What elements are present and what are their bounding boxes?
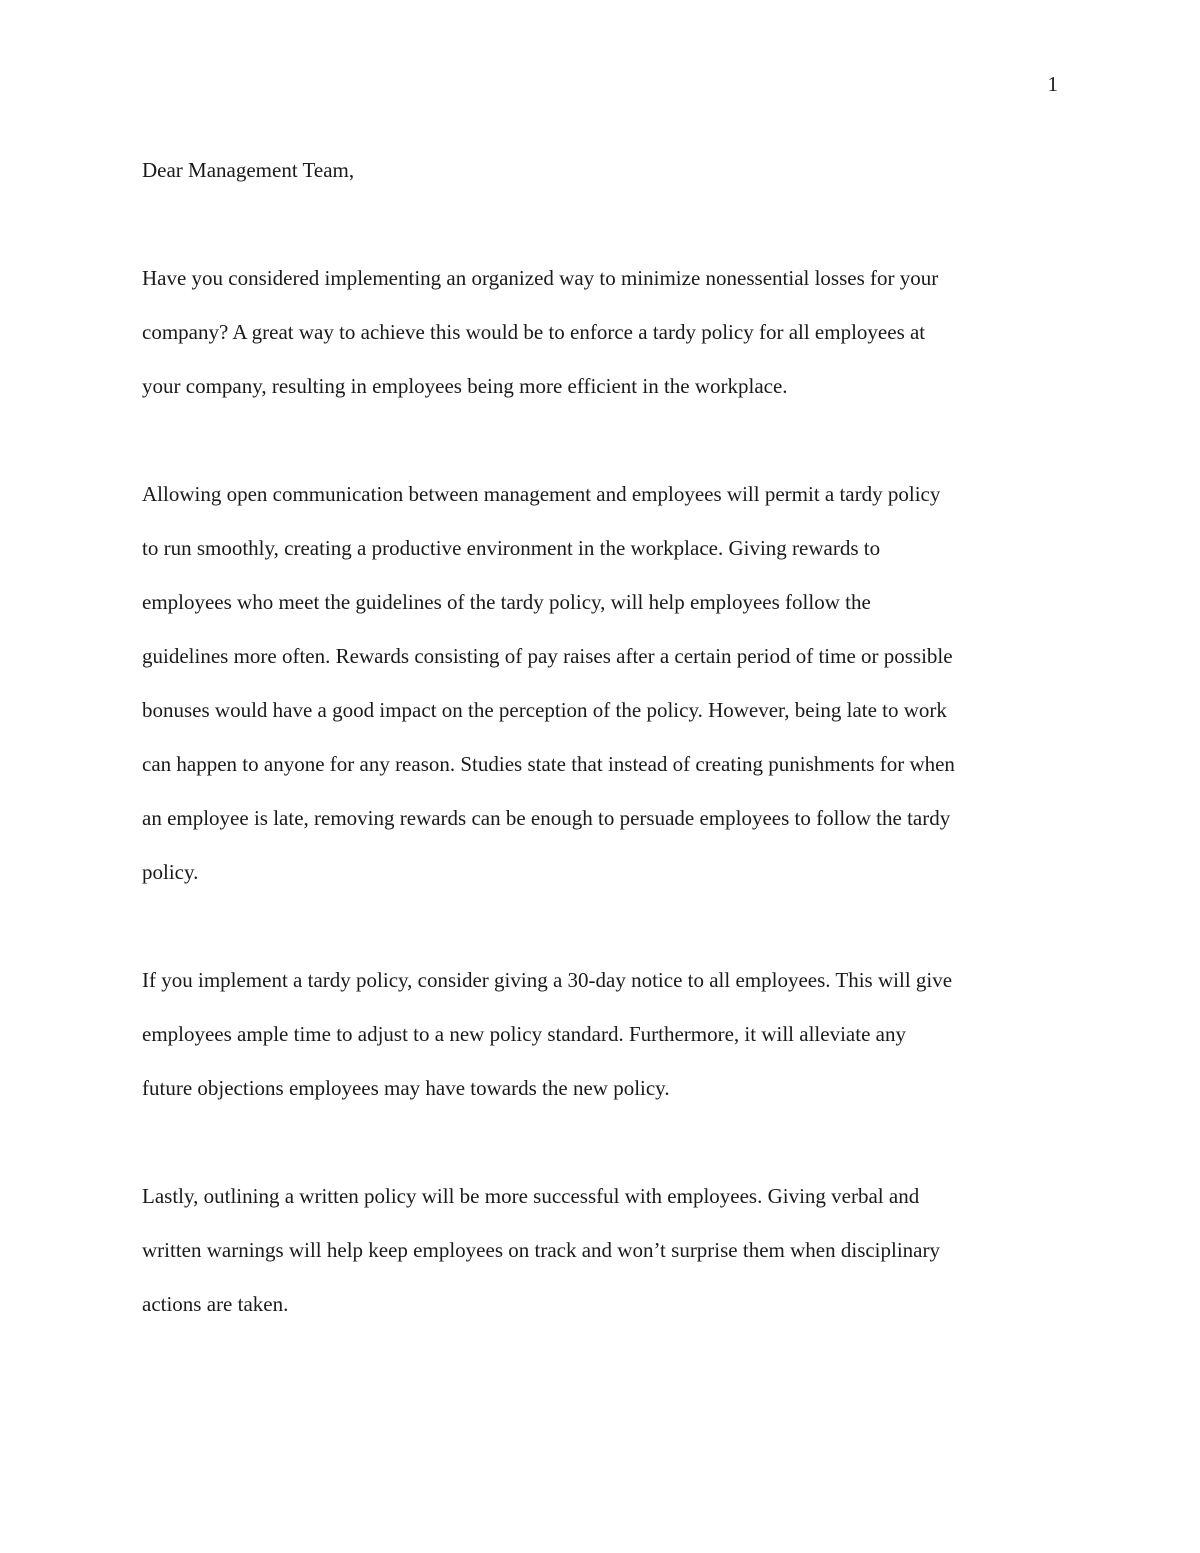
paragraph-line: Allowing open communication between management and employees will permit a tardy policy (142, 482, 941, 506)
paragraph-line: an employee is late, removing rewards can be enough to persuade employees to follow the tardy (142, 806, 951, 830)
paragraph-line: written warnings will help keep employees on track and won’t surprise them when disciplinary (142, 1238, 940, 1262)
paragraph-line: Lastly, outlining a written policy will be more successful with employees. Giving verbal and (142, 1184, 920, 1208)
paragraph-line: If you implement a tardy policy, consider giving a 30-day notice to all employees. This will give (142, 968, 953, 992)
paragraph-line: can happen to anyone for any reason. Studies state that instead of creating punishments for when (142, 752, 955, 776)
paragraph-2 (142, 467, 1058, 899)
paragraph-line: guidelines more often. Rewards consisting of pay raises after a certain period of time or possible (142, 644, 953, 668)
paragraph-line: Have you considered implementing an organized way to minimize nonessential losses for your (142, 266, 939, 290)
salutation: Dear Management Team, (142, 158, 355, 182)
paragraph-line: company? A great way to achieve this would be to enforce a tardy policy for all employees at (142, 320, 926, 344)
paragraph-spacer (142, 1115, 1058, 1169)
paragraph-line: future objections employees may have towards the new policy. (142, 1076, 670, 1100)
letter-body (142, 143, 1058, 1331)
paragraph-3 (142, 953, 1058, 1115)
paragraph-line: your company, resulting in employees being more efficient in the workplace. (142, 374, 788, 398)
paragraph-4 (142, 1169, 1058, 1331)
paragraph-line: bonuses would have a good impact on the perception of the policy. However, being late to work (142, 698, 947, 722)
paragraph-1 (142, 251, 1058, 413)
page-number: 1 (1047, 72, 1058, 96)
paragraph-line: policy. (142, 860, 199, 884)
paragraph-line: employees ample time to adjust to a new policy standard. Furthermore, it will alleviate any (142, 1022, 906, 1046)
paragraph-line: actions are taken. (142, 1292, 289, 1316)
paragraph-spacer (142, 899, 1058, 953)
paragraph-spacer (142, 197, 1058, 251)
paragraph-line: employees who meet the guidelines of the tardy policy, will help employees follow the (142, 590, 871, 614)
paragraph-spacer (142, 413, 1058, 467)
paragraph-line: to run smoothly, creating a productive environment in the workplace. Giving rewards to (142, 536, 881, 560)
